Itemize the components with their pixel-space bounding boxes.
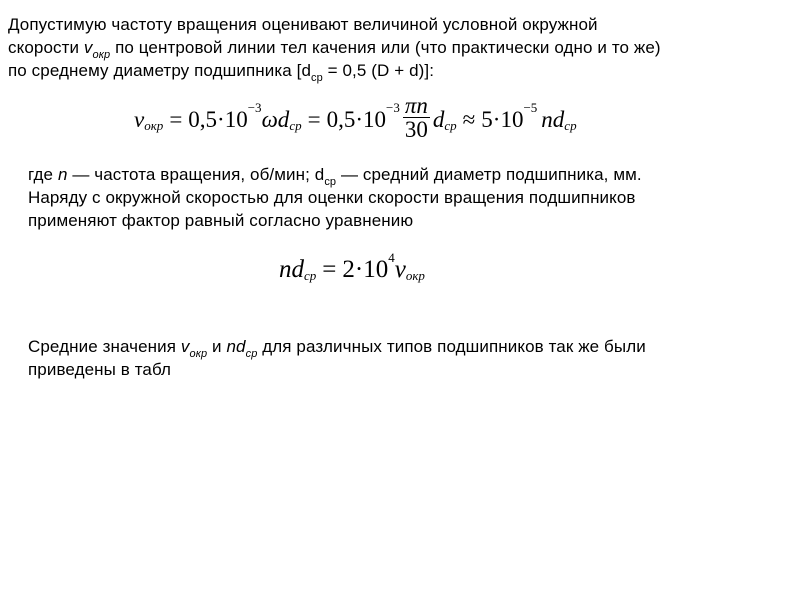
- definition-line-3: применяют фактор равный согласно уравнению: [28, 211, 414, 230]
- v-variable: v: [83, 38, 93, 57]
- f1-v-sub: окр: [144, 118, 164, 133]
- intro-line-3-post: = 0,5 (D + d)]:: [322, 61, 435, 80]
- f2-nd: nd: [279, 256, 304, 283]
- f2-exp: 4: [388, 250, 395, 265]
- summary-line-2: приведены в табл: [28, 360, 172, 379]
- f1-coef1: 0,5·10: [188, 107, 248, 132]
- f1-fraction: [403, 92, 430, 142]
- v-subscript-2: окр: [189, 348, 208, 360]
- f2-v: v: [394, 256, 406, 283]
- f1-d2: d: [432, 107, 445, 132]
- f1-frac-denominator: 30: [404, 116, 428, 142]
- f1-coef3: 5·10: [481, 107, 524, 132]
- intro-paragraph: [8, 13, 661, 82]
- intro-line-2-pre: скорости: [8, 38, 84, 57]
- f2-v-sub: окр: [405, 268, 425, 283]
- f1-coef2: 0,5·10: [326, 107, 386, 132]
- factor-formula: [279, 250, 425, 290]
- f1-exp3: −5: [523, 100, 538, 115]
- intro-line-3: [8, 59, 661, 82]
- f1-exp1: −3: [247, 100, 262, 115]
- f1-frac-numerator: πn: [404, 92, 428, 118]
- f1-nd: nd: [541, 107, 565, 132]
- dcp-subscript: ср: [324, 176, 337, 188]
- f2-nd-sub: ср: [304, 268, 317, 283]
- summary-line-1-pre: Средние значения: [28, 337, 181, 356]
- f1-d-sub1: ср: [289, 118, 302, 133]
- definition-paragraph: [28, 163, 642, 232]
- f1-eq2: =: [307, 107, 321, 132]
- f1-approx: ≈: [462, 107, 476, 132]
- v-subscript: окр: [92, 49, 111, 61]
- nd-subscript: ср: [245, 348, 258, 360]
- f2-eq: =: [322, 256, 337, 283]
- intro-line-2-post: по центровой линии тел качения или (что практически одно и то же): [110, 38, 661, 57]
- intro-line-2: [8, 36, 661, 59]
- definition-line-1-post: — средний диаметр подшипника, мм.: [336, 165, 642, 184]
- n-variable: n: [57, 165, 68, 184]
- definition-line-1: [28, 163, 642, 186]
- f1-v: v: [134, 107, 145, 132]
- f1-exp2: −3: [386, 100, 400, 115]
- intro-line-3-pre: по среднему диаметру подшипника [d: [8, 61, 311, 80]
- f1-omega-d: ωd: [261, 107, 290, 132]
- f1-d-sub3: ср: [564, 118, 577, 133]
- summary-line-1: [28, 335, 646, 358]
- definition-line-2: Наряду с окружной скоростью для оценки скорости вращения подшипников: [28, 188, 636, 207]
- velocity-formula: [134, 92, 577, 144]
- v-variable-2: v: [180, 337, 190, 356]
- definition-line-1-pre: где: [28, 165, 58, 184]
- definition-line-1-mid: — частота вращения, об/мин; d: [67, 165, 325, 184]
- f1-eq1: =: [169, 107, 183, 132]
- summary-line-1-mid: и: [207, 337, 227, 356]
- f1-d-sub2: ср: [444, 118, 457, 133]
- nd-variable: nd: [226, 337, 246, 356]
- summary-paragraph: [28, 335, 646, 381]
- d-subscript: ср: [311, 72, 323, 84]
- intro-line-1: Допустимую частоту вращения оценивают величиной условной окружной: [8, 15, 598, 34]
- f2-coef: 2·10: [342, 256, 389, 283]
- summary-line-1-post: для различных типов подшипников так же были: [257, 337, 646, 356]
